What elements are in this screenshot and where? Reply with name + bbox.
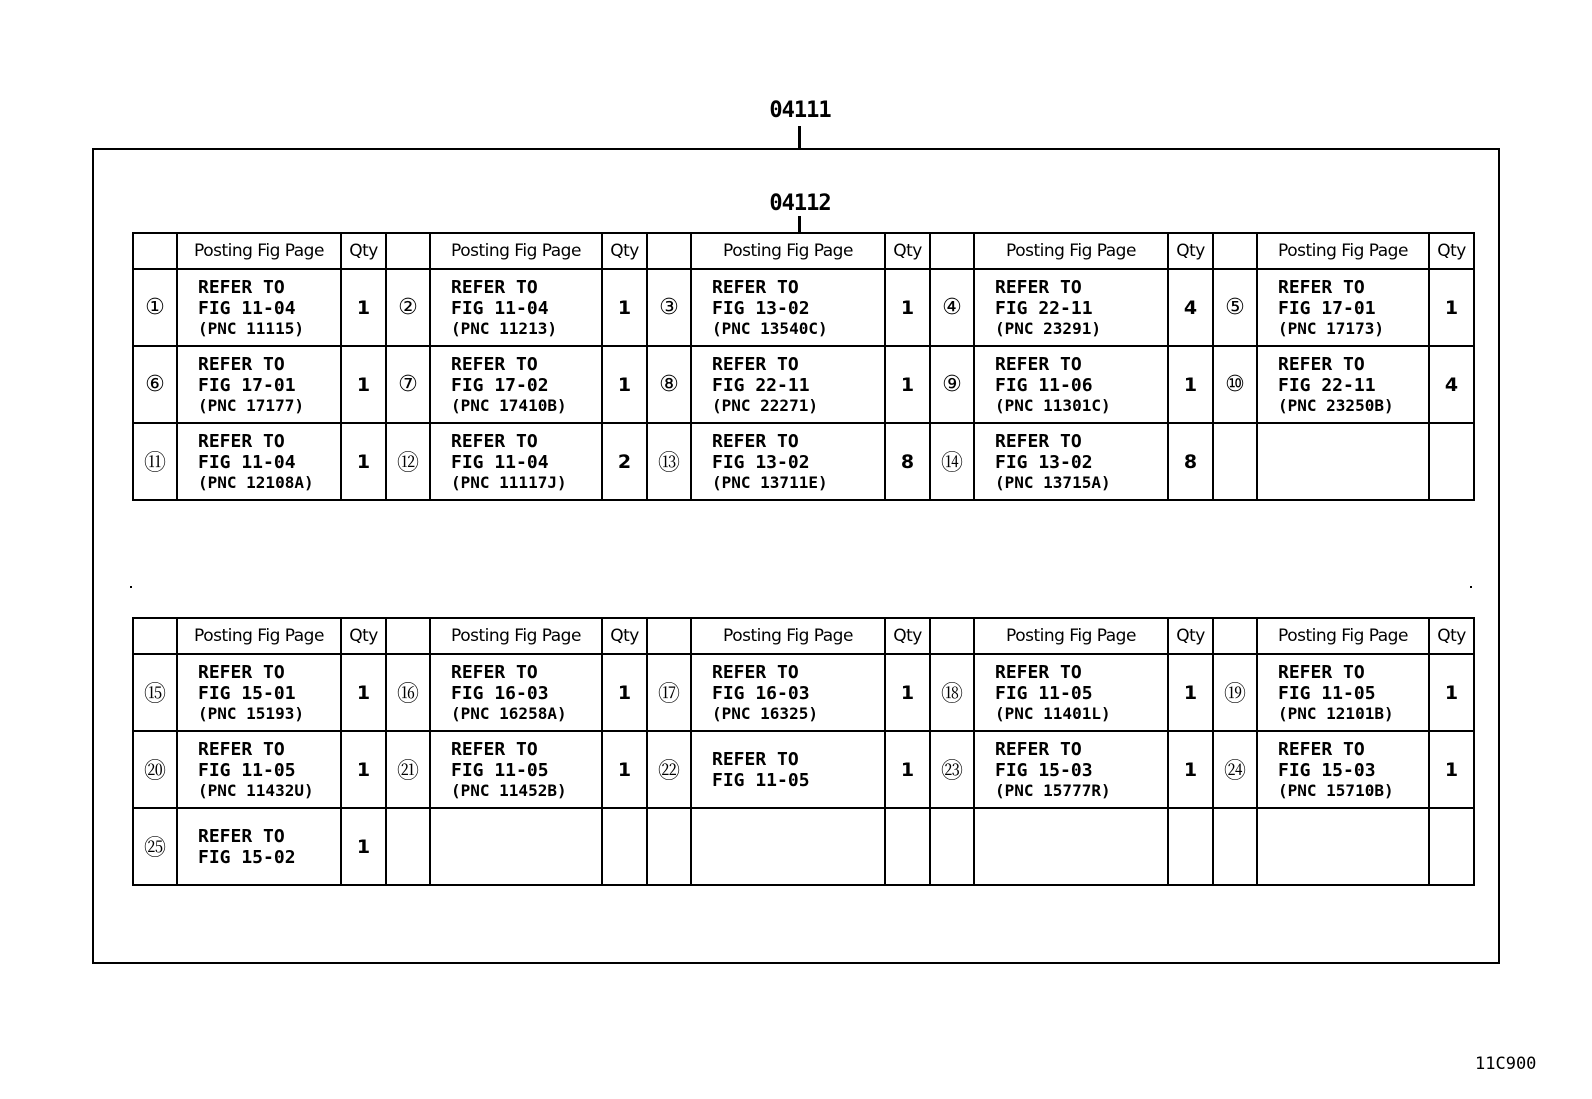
pnc-reference: (PNC 12101B) (1278, 703, 1394, 723)
reference-cell (1257, 269, 1429, 346)
refer-to-text: REFER TO (712, 276, 799, 298)
header-qty: Qty (602, 233, 647, 269)
callout-number (930, 808, 974, 885)
pnc-reference: (PNC 13540C) (712, 318, 828, 338)
reference-cell (691, 269, 885, 346)
header-number-cell (647, 618, 691, 654)
refer-to-text: REFER TO (451, 353, 538, 375)
fig-reference: FIG 22-11 (995, 297, 1093, 319)
refer-to-text: REFER TO (995, 276, 1082, 298)
reference-cell (691, 731, 885, 808)
callout-number: ㉑ (386, 731, 430, 808)
quantity-cell: 1 (341, 269, 386, 346)
quantity-cell: 1 (885, 731, 930, 808)
pnc-reference: (PNC 17177) (198, 395, 304, 415)
header-qty: Qty (1168, 233, 1213, 269)
refer-to-text: REFER TO (451, 430, 538, 452)
callout-number: ⑩ (1213, 346, 1257, 423)
divider-dot-right (1470, 586, 1472, 588)
quantity-cell: 1 (602, 346, 647, 423)
fig-reference: FIG 11-05 (712, 769, 810, 791)
callout-number: ⑰ (647, 654, 691, 731)
quantity-cell: 1 (602, 269, 647, 346)
quantity-cell: 1 (885, 654, 930, 731)
reference-cell (1257, 808, 1429, 885)
quantity-cell: 1 (1429, 731, 1474, 808)
header-qty: Qty (341, 233, 386, 269)
header-posting-fig-page: Posting Fig Page (1257, 233, 1429, 269)
parts-table-top (132, 232, 1475, 501)
header-number-cell (133, 233, 177, 269)
fig-reference: FIG 16-03 (712, 682, 810, 704)
header-qty: Qty (602, 618, 647, 654)
reference-cell (430, 731, 602, 808)
callout-number: ⑪ (133, 423, 177, 500)
reference-cell (177, 346, 341, 423)
fig-reference: FIG 17-02 (451, 374, 549, 396)
pnc-reference: (PNC 13711E) (712, 472, 828, 492)
callout-number: ② (386, 269, 430, 346)
callout-number: ㉓ (930, 731, 974, 808)
pnc-reference: (PNC 16325) (712, 703, 818, 723)
quantity-cell (1429, 808, 1474, 885)
refer-to-text: REFER TO (712, 748, 799, 770)
header-number-cell (1213, 618, 1257, 654)
table-row (133, 269, 1474, 346)
header-number-cell (386, 618, 430, 654)
reference-cell (177, 731, 341, 808)
fig-reference: FIG 17-01 (198, 374, 296, 396)
quantity-cell (885, 808, 930, 885)
callout-number: ③ (647, 269, 691, 346)
quantity-cell (1168, 808, 1213, 885)
header-qty: Qty (1168, 618, 1213, 654)
refer-to-text: REFER TO (451, 738, 538, 760)
refer-to-text: REFER TO (1278, 738, 1365, 760)
header-posting-fig-page: Posting Fig Page (430, 233, 602, 269)
callout-number (1213, 423, 1257, 500)
table-row (133, 423, 1474, 500)
header-posting-fig-page: Posting Fig Page (177, 233, 341, 269)
refer-to-text: REFER TO (198, 276, 285, 298)
callout-number: ⑧ (647, 346, 691, 423)
pnc-reference: (PNC 11401L) (995, 703, 1111, 723)
reference-cell (177, 269, 341, 346)
reference-cell (691, 808, 885, 885)
fig-reference: FIG 15-01 (198, 682, 296, 704)
reference-cell (177, 654, 341, 731)
callout-number: ⑥ (133, 346, 177, 423)
quantity-cell: 4 (1168, 269, 1213, 346)
header-number-cell (1213, 233, 1257, 269)
quantity-cell: 1 (1429, 269, 1474, 346)
quantity-cell: 1 (1168, 346, 1213, 423)
header-qty: Qty (1429, 618, 1474, 654)
fig-reference: FIG 16-03 (451, 682, 549, 704)
refer-to-text: REFER TO (198, 353, 285, 375)
callout-number: ⑲ (1213, 654, 1257, 731)
table-header-row (133, 233, 1474, 269)
reference-cell (691, 654, 885, 731)
fig-reference: FIG 15-02 (198, 846, 296, 868)
quantity-cell: 1 (1429, 654, 1474, 731)
pnc-reference: (PNC 11301C) (995, 395, 1111, 415)
callout-number: ⑭ (930, 423, 974, 500)
reference-cell (177, 808, 341, 885)
reference-cell (430, 808, 602, 885)
callout-number: ⑮ (133, 654, 177, 731)
header-qty: Qty (1429, 233, 1474, 269)
callout-number: ⑬ (647, 423, 691, 500)
fig-reference: FIG 13-02 (712, 297, 810, 319)
table-row (133, 808, 1474, 885)
pnc-reference: (PNC 15193) (198, 703, 304, 723)
fig-reference: FIG 11-04 (451, 451, 549, 473)
quantity-cell: 1 (885, 346, 930, 423)
reference-cell (974, 808, 1168, 885)
header-qty: Qty (885, 233, 930, 269)
quantity-cell: 1 (1168, 731, 1213, 808)
reference-cell (691, 346, 885, 423)
quantity-cell (1429, 423, 1474, 500)
refer-to-text: REFER TO (198, 825, 285, 847)
header-number-cell (930, 618, 974, 654)
fig-reference: FIG 11-05 (1278, 682, 1376, 704)
fig-reference: FIG 22-11 (712, 374, 810, 396)
reference-cell (430, 346, 602, 423)
quantity-cell: 8 (885, 423, 930, 500)
sub-assembly-leader-line (798, 216, 801, 232)
pnc-reference: (PNC 11115) (198, 318, 304, 338)
pnc-reference: (PNC 15777R) (995, 780, 1111, 800)
pnc-reference: (PNC 17173) (1278, 318, 1384, 338)
fig-reference: FIG 11-05 (198, 759, 296, 781)
pnc-reference: (PNC 23291) (995, 318, 1101, 338)
callout-number: ④ (930, 269, 974, 346)
header-posting-fig-page: Posting Fig Page (430, 618, 602, 654)
header-number-cell (930, 233, 974, 269)
parts-table-bottom (132, 617, 1475, 886)
refer-to-text: REFER TO (712, 661, 799, 683)
pnc-reference: (PNC 16258A) (451, 703, 567, 723)
callout-number: ⑱ (930, 654, 974, 731)
refer-to-text: REFER TO (1278, 276, 1365, 298)
refer-to-text: REFER TO (712, 430, 799, 452)
callout-number: ⑦ (386, 346, 430, 423)
quantity-cell: 4 (1429, 346, 1474, 423)
refer-to-text: REFER TO (198, 738, 285, 760)
sub-assembly-code-label: 04112 (769, 191, 831, 216)
header-posting-fig-page: Posting Fig Page (691, 233, 885, 269)
quantity-cell (602, 808, 647, 885)
refer-to-text: REFER TO (995, 353, 1082, 375)
pnc-reference: (PNC 22271) (712, 395, 818, 415)
fig-reference: FIG 22-11 (1278, 374, 1376, 396)
pnc-reference: (PNC 11452B) (451, 780, 567, 800)
pnc-reference: (PNC 17410B) (451, 395, 567, 415)
assembly-leader-line (798, 126, 801, 148)
fig-reference: FIG 11-04 (198, 297, 296, 319)
fig-reference: FIG 13-02 (995, 451, 1093, 473)
quantity-cell: 1 (885, 269, 930, 346)
refer-to-text: REFER TO (198, 661, 285, 683)
fig-reference: FIG 17-01 (1278, 297, 1376, 319)
reference-cell (430, 269, 602, 346)
reference-cell (430, 423, 602, 500)
callout-number: ⑯ (386, 654, 430, 731)
header-number-cell (386, 233, 430, 269)
table-header-row (133, 618, 1474, 654)
quantity-cell: 1 (341, 654, 386, 731)
refer-to-text: REFER TO (451, 276, 538, 298)
reference-cell (1257, 423, 1429, 500)
reference-cell (1257, 654, 1429, 731)
callout-number (386, 808, 430, 885)
table-row (133, 654, 1474, 731)
reference-cell (974, 731, 1168, 808)
pnc-reference: (PNC 12108A) (198, 472, 314, 492)
header-posting-fig-page: Posting Fig Page (1257, 618, 1429, 654)
refer-to-text: REFER TO (451, 661, 538, 683)
pnc-reference: (PNC 23250B) (1278, 395, 1394, 415)
refer-to-text: REFER TO (1278, 353, 1365, 375)
header-posting-fig-page: Posting Fig Page (974, 233, 1168, 269)
reference-cell (974, 269, 1168, 346)
assembly-code-label: 04111 (769, 98, 831, 123)
header-number-cell (647, 233, 691, 269)
reference-cell (1257, 731, 1429, 808)
pnc-reference: (PNC 11432U) (198, 780, 314, 800)
refer-to-text: REFER TO (198, 430, 285, 452)
pnc-reference: (PNC 13715A) (995, 472, 1111, 492)
reference-cell (974, 654, 1168, 731)
refer-to-text: REFER TO (712, 353, 799, 375)
quantity-cell: 1 (341, 808, 386, 885)
fig-reference: FIG 11-05 (995, 682, 1093, 704)
callout-number (647, 808, 691, 885)
pnc-reference: (PNC 11117J) (451, 472, 567, 492)
header-number-cell (133, 618, 177, 654)
reference-cell (974, 423, 1168, 500)
header-posting-fig-page: Posting Fig Page (974, 618, 1168, 654)
pnc-reference: (PNC 11213) (451, 318, 557, 338)
callout-number: ⑳ (133, 731, 177, 808)
header-posting-fig-page: Posting Fig Page (691, 618, 885, 654)
fig-reference: FIG 11-04 (451, 297, 549, 319)
reference-cell (430, 654, 602, 731)
quantity-cell: 8 (1168, 423, 1213, 500)
refer-to-text: REFER TO (995, 430, 1082, 452)
header-qty: Qty (341, 618, 386, 654)
fig-reference: FIG 13-02 (712, 451, 810, 473)
figure-code: 11C900 (1475, 1054, 1537, 1074)
pnc-reference: (PNC 15710B) (1278, 780, 1394, 800)
callout-number: ㉕ (133, 808, 177, 885)
fig-reference: FIG 11-04 (198, 451, 296, 473)
quantity-cell: 2 (602, 423, 647, 500)
header-posting-fig-page: Posting Fig Page (177, 618, 341, 654)
fig-reference: FIG 11-05 (451, 759, 549, 781)
callout-number: ㉒ (647, 731, 691, 808)
callout-number: ⑨ (930, 346, 974, 423)
reference-cell (1257, 346, 1429, 423)
reference-cell (691, 423, 885, 500)
table-row (133, 346, 1474, 423)
quantity-cell: 1 (341, 731, 386, 808)
refer-to-text: REFER TO (995, 661, 1082, 683)
divider-dot-left (130, 586, 132, 588)
reference-cell (974, 346, 1168, 423)
header-qty: Qty (885, 618, 930, 654)
quantity-cell: 1 (602, 654, 647, 731)
fig-reference: FIG 15-03 (995, 759, 1093, 781)
callout-number: ⑤ (1213, 269, 1257, 346)
fig-reference: FIG 11-06 (995, 374, 1093, 396)
refer-to-text: REFER TO (995, 738, 1082, 760)
quantity-cell: 1 (1168, 654, 1213, 731)
callout-number: ⑫ (386, 423, 430, 500)
callout-number: ① (133, 269, 177, 346)
quantity-cell: 1 (341, 423, 386, 500)
quantity-cell: 1 (602, 731, 647, 808)
quantity-cell: 1 (341, 346, 386, 423)
callout-number: ㉔ (1213, 731, 1257, 808)
table-row (133, 731, 1474, 808)
fig-reference: FIG 15-03 (1278, 759, 1376, 781)
refer-to-text: REFER TO (1278, 661, 1365, 683)
callout-number (1213, 808, 1257, 885)
reference-cell (177, 423, 341, 500)
